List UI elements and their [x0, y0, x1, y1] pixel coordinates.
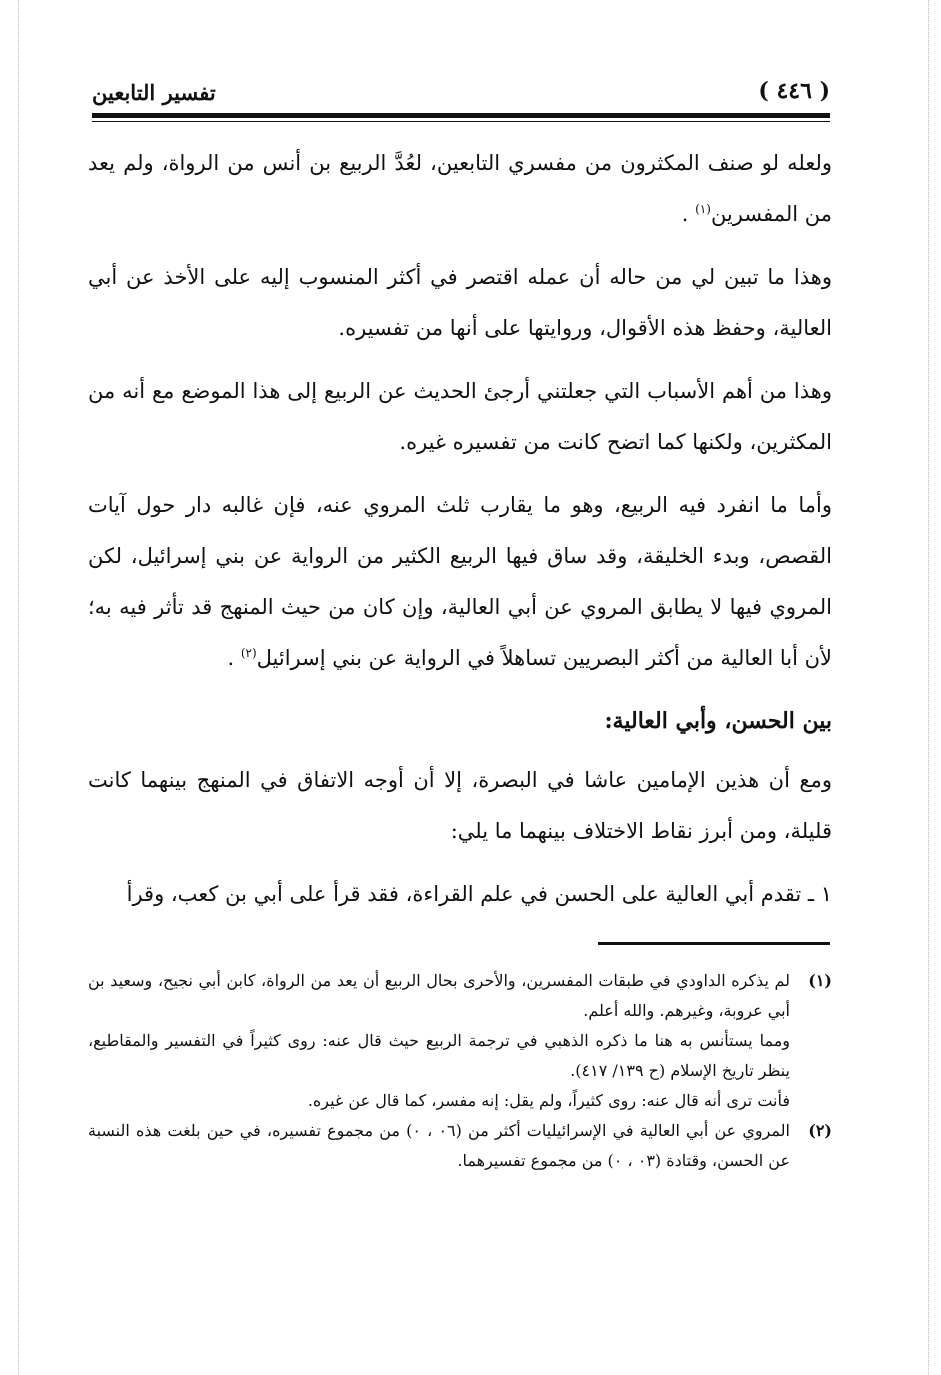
footnotes — [88, 966, 832, 1176]
paragraph-5: ومع أن هذين الإمامين عاشا في البصرة، إلا أن أوجه الاتفاق في المنهج بينهما كانت قليلة، ومن أبرز نقاط الاختلاف بينهما ما يلي: — [88, 768, 832, 843]
footnote-line: المروي عن أبي العالية في الإسرائيليات أكثر من (٠٦ ، ٠) من مجموع تفسيره، في حين بلغت هذه النسبة عن الحسن، وقتادة (٠٣ ، ٠) من مجموع تفسيرهما. — [88, 1121, 790, 1170]
paragraph-6: ١ ـ تقدم أبي العالية على الحسن في علم القراءة، فقد قرأ على أبي بن كعب، وقرأ — [126, 882, 832, 906]
footnote-separator — [598, 942, 830, 945]
paragraph-2: وهذا ما تبين لي من حاله أن عمله اقتصر في أكثر المنسوب إليه على الأخذ عن أبي العالية، وحفظ هذه الأقوال، وروايتها على أنها من تفسيره. — [88, 265, 832, 340]
footnote-line: ومما يستأنس به هنا ما ذكره الذهبي في ترجمة الربيع حيث قال عنه: روى كثيراً في التفسير والمقاطيع، ينظر تاريخ الإسلام (ح ١٣٩/ ٤١٧). — [88, 1031, 790, 1080]
footnote-2 — [88, 1116, 832, 1176]
running-title: تفسير التابعين — [92, 80, 216, 105]
paragraph-1: ولعله لو صنف المكثرون من مفسري التابعين، لعُدَّ الربيع بن أنس من الرواة، ولم يعد من المفسرين$^{(١)}$ . — [88, 151, 832, 226]
footnote-line: فأنت ترى أنه قال عنه: روى كثيراً، ولم يقل: إنه مفسر، كما قال عن غيره. — [307, 1091, 790, 1110]
paragraph-4: وأما ما انفرد فيه الربيع، وهو ما يقارب ثلث المروي عنه، فإن غالبه دار حول آيات القصص، وبدء الخليقة، وقد ساق فيها الربيع الكثير من الرواية عن بني إسرائيل، لكن المروي فيها لا يطابق المروي عن أبي العالية، وإن كان من حيث المنهج قد تأثر فيه به؛ لأن أبا العالية من أكثر البصريين تساهلاً في الرواية عن بني إسرائيل$^{(٢)}$ . — [88, 493, 832, 670]
footnote-marker-2[interactable]: (٢) — [240, 646, 257, 660]
page-edge-dots-left — [18, 0, 19, 1375]
paragraph-3: وهذا من أهم الأسباب التي جعلتني أرجئ الحديث عن الربيع إلى هذا الموضع مع أنه من المكثرين، ولكنها كما اتضح كانت من تفسيره غيره. — [88, 379, 832, 454]
footnote-line: لم يذكره الداودي في طبقات المفسرين، والأحرى بحال الربيع أن يعد من الرواة، كابن أبي نجيح، وسعيد بن أبي عروبة، وغيرهم. والله أعلم. — [88, 971, 790, 1020]
page-edge-dots-right — [928, 0, 929, 1375]
header-rule-thin — [92, 121, 830, 122]
main-text — [88, 138, 832, 932]
section-heading: بين الحسن، وأبي العالية: — [604, 708, 832, 734]
footnote-1 — [88, 966, 832, 1116]
footnote-number: (١) — [808, 971, 832, 990]
header-rule-thick — [92, 113, 830, 118]
footnote-number: (٢) — [808, 1121, 832, 1140]
page-header — [92, 78, 830, 108]
footnote-marker-1[interactable]: (١) — [695, 202, 711, 216]
page-number: ( ٤٤٦ ) — [758, 78, 830, 104]
